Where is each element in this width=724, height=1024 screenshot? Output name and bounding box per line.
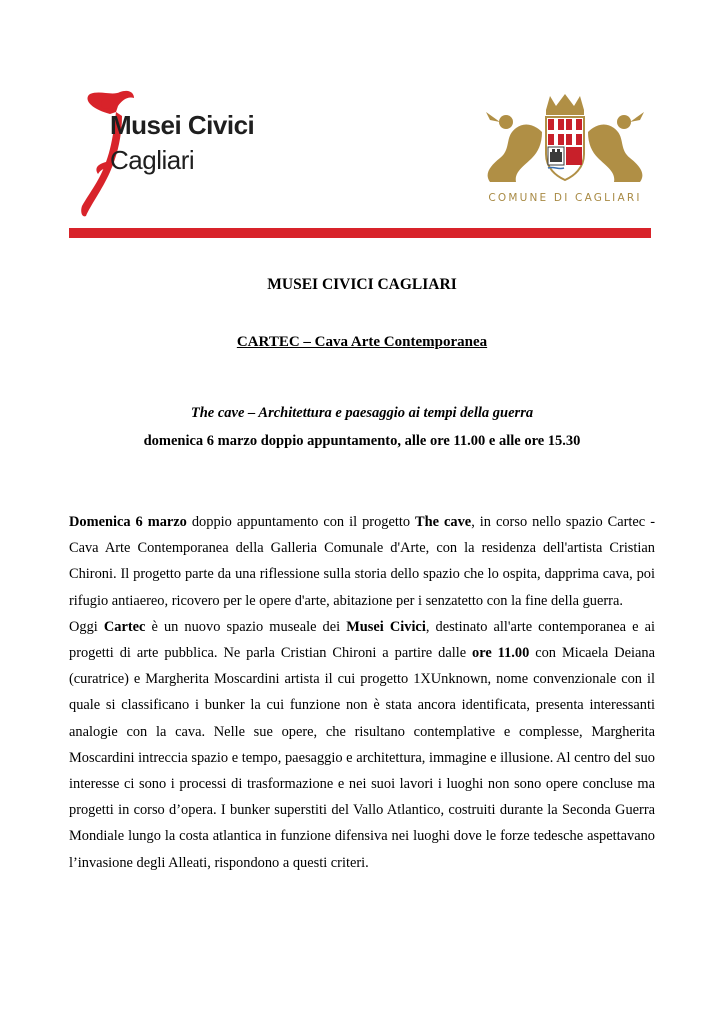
paragraph-1 <box>69 509 655 614</box>
coat-of-arms-icon <box>476 92 654 192</box>
event-date: domenica 6 marzo doppio appuntamento, alle ore 11.00 e alle ore 15.30 <box>143 433 581 449</box>
logo-caption: COMUNE DI CAGLIARI <box>488 192 642 204</box>
bold-project: The cave <box>415 514 472 530</box>
body-text <box>69 509 655 876</box>
event-title: The cave – Architettura e paesaggio ai tempi della guerra <box>190 405 534 421</box>
page-subtitle: CARTEC – Cava Arte Contemporanea <box>236 334 488 350</box>
text-run: , in corso nello spazio Cartec - Cava Arte Contemporanea della Galleria Comunale d'Arte, con la residenza dell'artista Cristian Chironi. Il progetto parte da una riflessione sulla storia dello spazio che lo ospita, dapprima cava, poi rifugio antiaereo, ricovero per le opere d'arte, abitazione per i senzatetto con la fine della guerra. <box>69 514 655 609</box>
text-run: , destinato all'arte contemporanea e ai progetti di arte pubblica. Ne parla Cristian Chironi a partire dalle <box>69 618 655 662</box>
musei-civici-logo <box>76 88 266 220</box>
logo-title-line2: Cagliari <box>110 145 195 175</box>
bold-time: ore 11.00 <box>472 645 530 662</box>
comune-di-cagliari-logo <box>476 92 654 212</box>
text-run: doppio appuntamento con il progetto <box>186 514 416 530</box>
logo-title-line1: Musei Civici <box>110 110 255 140</box>
bold-musei-civici: Musei Civici <box>346 618 426 635</box>
header-divider <box>69 228 651 238</box>
page-title: MUSEI CIVICI CAGLIARI <box>267 276 457 293</box>
text-run: è un nuovo spazio museale dei <box>145 618 347 635</box>
bold-date: Domenica 6 marzo <box>69 514 187 530</box>
text-run: con Micaela Deiana (curatrice) e Margherita Moscardini artista il cui progetto 1XUnknown, nome convenzionale con il quale si classificano i bunker la cui funzione non è stata ancora identificata, presenta interessanti analogie con la cava. Nelle sue opere, che risultano contemplative e complesse, Margherita Moscardini intreccia spazio e tempo, paesaggio e architettura, immagine e illusione. Al centro del suo interesse ci sono i processi di trasformazione e nei suoi lavori i luoghi non sono opere concluse ma progetti in corso d’opera. I bunker superstiti del Vallo Atlantico, costruiti durante la Seconda Guerra Mondiale lungo la costa atlantica in funzione difensiva nei luoghi dove le forze tedesche aspettavano l’invasione degli Alleati, rispondono a questi criteri. <box>69 645 655 871</box>
paragraph-2 <box>69 614 655 876</box>
bold-cartec: Cartec <box>103 618 146 635</box>
text-run: Oggi <box>69 618 104 635</box>
